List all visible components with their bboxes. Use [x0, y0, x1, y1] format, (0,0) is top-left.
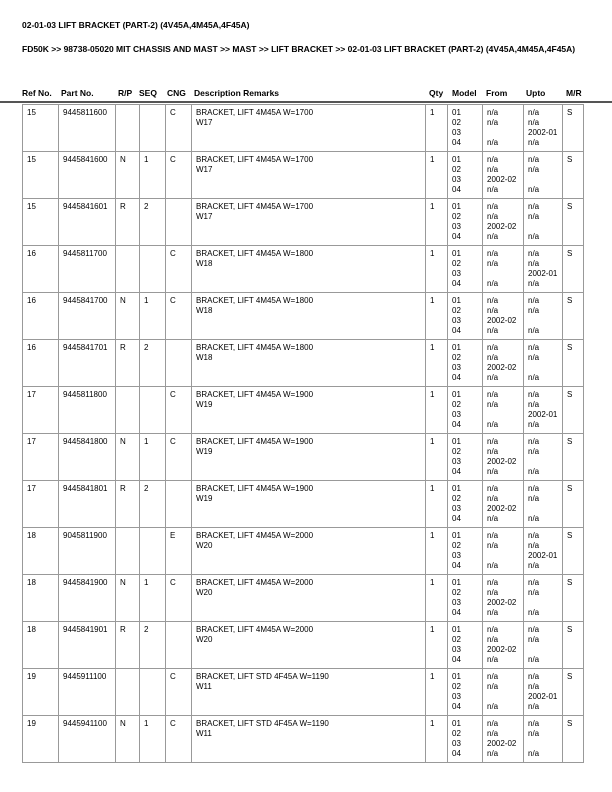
- cell-cng: E: [166, 528, 192, 575]
- cell-mr: S: [563, 528, 584, 575]
- cell-seq: 1: [140, 293, 166, 340]
- cell-cng: [166, 481, 192, 528]
- cell-from: n/a n/a 2002-02 n/a: [483, 199, 524, 246]
- cell-part: 9045811900: [59, 528, 116, 575]
- cell-qty: 1: [426, 293, 448, 340]
- cell-upto: n/a n/a n/a: [524, 622, 563, 669]
- cell-mr: S: [563, 481, 584, 528]
- cell-from: n/a n/a 2002-02 n/a: [483, 716, 524, 763]
- cell-seq: 1: [140, 575, 166, 622]
- cell-upto: n/a n/a n/a: [524, 152, 563, 199]
- cell-upto: n/a n/a n/a: [524, 575, 563, 622]
- cell-rp: N: [116, 575, 140, 622]
- cell-mr: S: [563, 199, 584, 246]
- cell-ref: 17: [23, 387, 59, 434]
- table-row: [23, 669, 584, 716]
- cell-ref: 18: [23, 528, 59, 575]
- cell-part: 9445841901: [59, 622, 116, 669]
- cell-desc: BRACKET, LIFT 4M45A W=1700 W17: [192, 199, 426, 246]
- cell-upto: n/a n/a 2002-01 n/a: [524, 669, 563, 716]
- cell-part: 9445811800: [59, 387, 116, 434]
- cell-upto: n/a n/a n/a: [524, 199, 563, 246]
- table-row: [23, 716, 584, 763]
- cell-mr: S: [563, 575, 584, 622]
- col-desc: Description Remarks: [194, 88, 280, 98]
- col-seq: SEQ: [139, 88, 157, 98]
- cell-mr: S: [563, 387, 584, 434]
- table-row: [23, 152, 584, 199]
- cell-ref: 18: [23, 622, 59, 669]
- cell-cng: C: [166, 716, 192, 763]
- cell-model: 01 02 03 04: [448, 622, 483, 669]
- cell-upto: n/a n/a n/a: [524, 481, 563, 528]
- cell-model: 01 02 03 04: [448, 105, 483, 152]
- cell-qty: 1: [426, 528, 448, 575]
- cell-upto: n/a n/a n/a: [524, 716, 563, 763]
- col-model: Model: [452, 88, 477, 98]
- cell-part: 9445911100: [59, 669, 116, 716]
- cell-desc: BRACKET, LIFT 4M45A W=1800 W18: [192, 246, 426, 293]
- cell-rp: N: [116, 152, 140, 199]
- cell-ref: 18: [23, 575, 59, 622]
- cell-rp: N: [116, 716, 140, 763]
- cell-ref: 16: [23, 340, 59, 387]
- cell-upto: n/a n/a 2002-01 n/a: [524, 246, 563, 293]
- cell-rp: N: [116, 434, 140, 481]
- cell-ref: 17: [23, 481, 59, 528]
- cell-qty: 1: [426, 481, 448, 528]
- cell-desc: BRACKET, LIFT STD 4F45A W=1190 W11: [192, 669, 426, 716]
- cell-model: 01 02 03 04: [448, 528, 483, 575]
- cell-part: 9445841600: [59, 152, 116, 199]
- cell-ref: 15: [23, 152, 59, 199]
- cell-rp: [116, 105, 140, 152]
- cell-cng: [166, 199, 192, 246]
- cell-rp: R: [116, 199, 140, 246]
- col-qty: Qty: [429, 88, 444, 98]
- cell-desc: BRACKET, LIFT 4M45A W=1700 W17: [192, 105, 426, 152]
- cell-cng: [166, 622, 192, 669]
- cell-qty: 1: [426, 669, 448, 716]
- cell-mr: S: [563, 716, 584, 763]
- cell-model: 01 02 03 04: [448, 340, 483, 387]
- cell-qty: 1: [426, 152, 448, 199]
- col-part: Part No.: [61, 88, 94, 98]
- table-row: [23, 434, 584, 481]
- cell-upto: n/a n/a n/a: [524, 340, 563, 387]
- cell-upto: n/a n/a n/a: [524, 434, 563, 481]
- cell-ref: 15: [23, 199, 59, 246]
- cell-seq: [140, 105, 166, 152]
- table-row: [23, 575, 584, 622]
- cell-model: 01 02 03 04: [448, 481, 483, 528]
- table-row: [23, 105, 584, 152]
- col-ref: Ref No.: [22, 88, 52, 98]
- cell-seq: [140, 387, 166, 434]
- cell-cng: C: [166, 105, 192, 152]
- cell-desc: BRACKET, LIFT STD 4F45A W=1190 W11: [192, 716, 426, 763]
- cell-cng: C: [166, 669, 192, 716]
- cell-model: 01 02 03 04: [448, 246, 483, 293]
- cell-cng: C: [166, 293, 192, 340]
- cell-from: n/a n/a 2002-02 n/a: [483, 622, 524, 669]
- table-row: [23, 387, 584, 434]
- table-row: [23, 528, 584, 575]
- cell-qty: 1: [426, 622, 448, 669]
- cell-model: 01 02 03 04: [448, 575, 483, 622]
- cell-qty: 1: [426, 105, 448, 152]
- cell-cng: C: [166, 246, 192, 293]
- cell-from: n/a n/a 2002-02 n/a: [483, 152, 524, 199]
- table-row: [23, 622, 584, 669]
- cell-seq: 1: [140, 152, 166, 199]
- cell-qty: 1: [426, 434, 448, 481]
- cell-rp: R: [116, 481, 140, 528]
- cell-rp: R: [116, 340, 140, 387]
- cell-rp: [116, 387, 140, 434]
- cell-from: n/a n/a n/a: [483, 528, 524, 575]
- cell-cng: C: [166, 387, 192, 434]
- cell-part: 9445811600: [59, 105, 116, 152]
- cell-model: 01 02 03 04: [448, 199, 483, 246]
- cell-upto: n/a n/a 2002-01 n/a: [524, 528, 563, 575]
- cell-ref: 15: [23, 105, 59, 152]
- breadcrumb: FD50K >> 98738-05020 MIT CHASSIS AND MAST >> MAST >> LIFT BRACKET >> 02-01-03 LIFT BRACKET (PART-2) (4V45A,4M45A,4F45A): [22, 44, 576, 54]
- cell-rp: [116, 246, 140, 293]
- cell-mr: S: [563, 340, 584, 387]
- cell-desc: BRACKET, LIFT 4M45A W=2000 W20: [192, 575, 426, 622]
- cell-qty: 1: [426, 340, 448, 387]
- cell-desc: BRACKET, LIFT 4M45A W=1900 W19: [192, 481, 426, 528]
- cell-desc: BRACKET, LIFT 4M45A W=1900 W19: [192, 387, 426, 434]
- col-rp: R/P: [118, 88, 133, 98]
- cell-seq: 2: [140, 199, 166, 246]
- cell-part: 9445841800: [59, 434, 116, 481]
- cell-qty: 1: [426, 575, 448, 622]
- cell-mr: S: [563, 246, 584, 293]
- cell-upto: n/a n/a 2002-01 n/a: [524, 387, 563, 434]
- cell-qty: 1: [426, 716, 448, 763]
- cell-seq: 1: [140, 434, 166, 481]
- cell-part: 9445841900: [59, 575, 116, 622]
- table-row: [23, 340, 584, 387]
- cell-ref: 19: [23, 716, 59, 763]
- cell-cng: C: [166, 434, 192, 481]
- cell-from: n/a n/a 2002-02 n/a: [483, 575, 524, 622]
- parts-table: [22, 104, 584, 763]
- cell-desc: BRACKET, LIFT 4M45A W=1800 W18: [192, 340, 426, 387]
- cell-ref: 19: [23, 669, 59, 716]
- cell-from: n/a n/a n/a: [483, 246, 524, 293]
- cell-seq: [140, 528, 166, 575]
- cell-model: 01 02 03 04: [448, 669, 483, 716]
- cell-model: 01 02 03 04: [448, 434, 483, 481]
- cell-qty: 1: [426, 199, 448, 246]
- cell-desc: BRACKET, LIFT 4M45A W=1800 W18: [192, 293, 426, 340]
- table-row: [23, 481, 584, 528]
- col-from: From: [486, 88, 508, 98]
- cell-mr: S: [563, 622, 584, 669]
- cell-from: n/a n/a 2002-02 n/a: [483, 340, 524, 387]
- cell-rp: N: [116, 293, 140, 340]
- cell-desc: BRACKET, LIFT 4M45A W=2000 W20: [192, 622, 426, 669]
- table-row: [23, 246, 584, 293]
- table-header: [0, 87, 612, 103]
- col-upto: Upto: [526, 88, 546, 98]
- cell-mr: S: [563, 152, 584, 199]
- cell-from: n/a n/a n/a: [483, 669, 524, 716]
- table-row: [23, 199, 584, 246]
- cell-model: 01 02 03 04: [448, 387, 483, 434]
- cell-rp: [116, 669, 140, 716]
- cell-part: 9445811700: [59, 246, 116, 293]
- cell-from: n/a n/a n/a: [483, 105, 524, 152]
- cell-from: n/a n/a 2002-02 n/a: [483, 481, 524, 528]
- cell-ref: 17: [23, 434, 59, 481]
- col-mr: M/R: [566, 88, 582, 98]
- cell-part: 9445841601: [59, 199, 116, 246]
- cell-from: n/a n/a 2002-02 n/a: [483, 293, 524, 340]
- cell-seq: [140, 669, 166, 716]
- cell-seq: 2: [140, 622, 166, 669]
- cell-from: n/a n/a n/a: [483, 387, 524, 434]
- cell-desc: BRACKET, LIFT 4M45A W=2000 W20: [192, 528, 426, 575]
- cell-from: n/a n/a 2002-02 n/a: [483, 434, 524, 481]
- cell-upto: n/a n/a 2002-01 n/a: [524, 105, 563, 152]
- cell-qty: 1: [426, 387, 448, 434]
- cell-upto: n/a n/a n/a: [524, 293, 563, 340]
- cell-part: 9445941100: [59, 716, 116, 763]
- cell-mr: S: [563, 434, 584, 481]
- cell-seq: 1: [140, 716, 166, 763]
- cell-ref: 16: [23, 293, 59, 340]
- cell-seq: [140, 246, 166, 293]
- cell-model: 01 02 03 04: [448, 293, 483, 340]
- col-cng: CNG: [167, 88, 186, 98]
- cell-cng: [166, 340, 192, 387]
- cell-rp: R: [116, 622, 140, 669]
- cell-seq: 2: [140, 340, 166, 387]
- cell-mr: S: [563, 669, 584, 716]
- cell-seq: 2: [140, 481, 166, 528]
- cell-desc: BRACKET, LIFT 4M45A W=1900 W19: [192, 434, 426, 481]
- cell-part: 9445841701: [59, 340, 116, 387]
- cell-ref: 16: [23, 246, 59, 293]
- cell-cng: C: [166, 575, 192, 622]
- page-title: 02-01-03 LIFT BRACKET (PART-2) (4V45A,4M45A,4F45A): [22, 20, 250, 30]
- cell-model: 01 02 03 04: [448, 716, 483, 763]
- cell-mr: S: [563, 105, 584, 152]
- cell-mr: S: [563, 293, 584, 340]
- cell-part: 9445841801: [59, 481, 116, 528]
- table-row: [23, 293, 584, 340]
- cell-cng: C: [166, 152, 192, 199]
- cell-desc: BRACKET, LIFT 4M45A W=1700 W17: [192, 152, 426, 199]
- cell-model: 01 02 03 04: [448, 152, 483, 199]
- cell-part: 9445841700: [59, 293, 116, 340]
- cell-rp: [116, 528, 140, 575]
- cell-qty: 1: [426, 246, 448, 293]
